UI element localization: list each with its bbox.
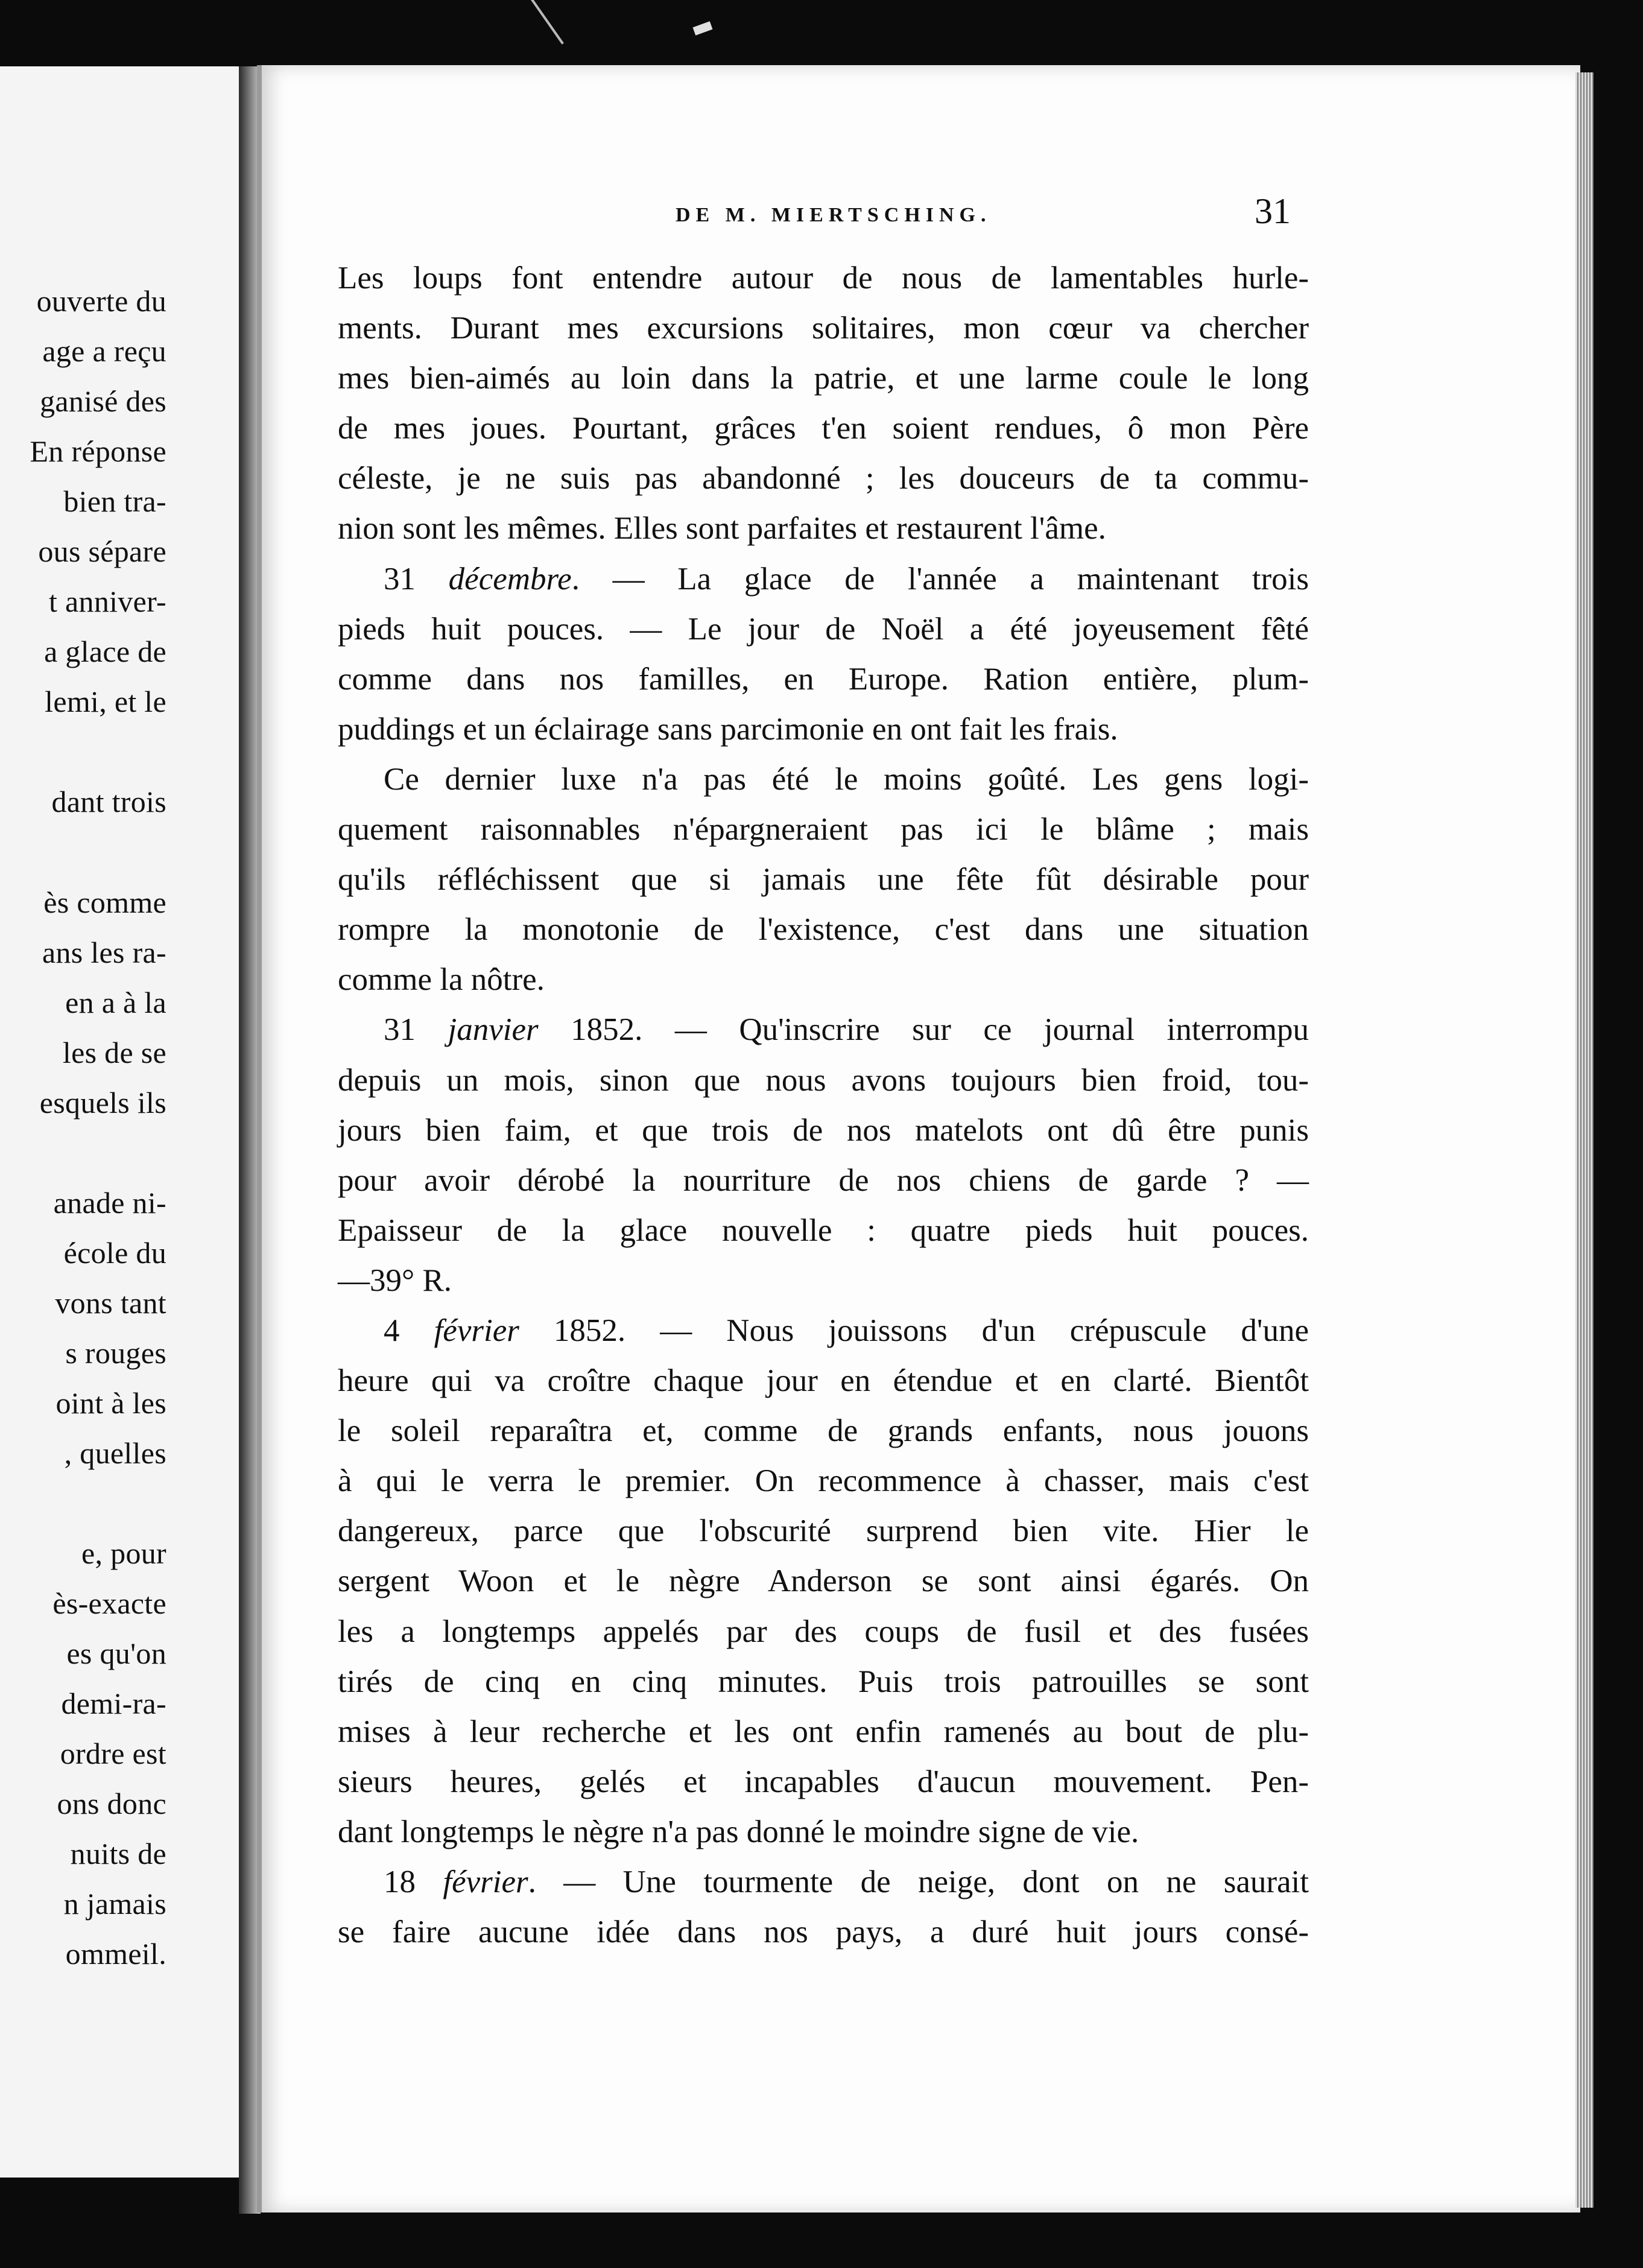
left-page-line: ons donc [57,1787,166,1820]
text-line: puddings et un éclairage sans parcimonie en ont fait les frais. [338,711,1118,747]
entry-day: 31 [384,1012,448,1048]
text-line: les a longtemps appelés par des coups de fusil et des fusées [338,1614,1309,1649]
scan-artifact [531,0,564,45]
text-line: ments. Durant mes excursions solitaires, mon cœur va chercher [338,311,1309,346]
left-page-line: e, pour [81,1536,166,1570]
entry-date: février [434,1313,519,1348]
entry-text: . — La glace de l'année a maintenant trois [571,561,1309,597]
text-line: se faire aucune idée dans nos pays, a duré huit jours consé- [338,1915,1309,1950]
text-line: comme dans nos familles, en Europe. Ration entière, plum- [338,661,1309,697]
left-page-line: t anniver- [49,584,166,618]
left-page-line: age a reçu [42,334,166,368]
text-line: rompre la monotonie de l'existence, c'est dans une situation [338,912,1309,948]
body-text [338,253,1309,1957]
text-line [338,1857,1309,1907]
entry-text: 1852. — Nous jouissons d'un crépuscule d'une [519,1313,1309,1348]
left-page-line: , quelles [64,1436,166,1470]
left-page-line: s rouges [65,1336,166,1370]
left-page-line: les de se [62,1036,166,1069]
left-page-line: dant trois [51,785,166,819]
scan-artifact [693,21,713,35]
left-page-line: ouverte du [36,284,166,318]
left-page-line: ous sépare [38,534,166,568]
left-page-line: ès-exacte [52,1586,166,1620]
text-line: sergent Woon et le nègre Anderson se sont ainsi égarés. On [338,1563,1309,1599]
text-line: mes bien-aimés au loin dans la patrie, et une larme coule le long [338,361,1309,396]
text-line: —39° R. [338,1262,452,1298]
entry-date: décembre [448,561,572,597]
left-page-line: n jamais [63,1887,166,1921]
text-line: de mes joues. Pourtant, grâces t'en soient rendues, ô mon Père [338,411,1309,446]
text-line [338,1005,1309,1055]
text-line: tirés de cinq en cinq minutes. Puis trois patrouilles se sont [338,1664,1309,1699]
left-page-line: anade ni- [53,1186,166,1220]
left-page-line: oint à les [55,1386,166,1420]
left-page-line: bien tra- [63,484,166,518]
page-edge [1575,72,1594,2208]
page-number: 31 [1255,191,1291,231]
left-page-line: ans les ra- [42,936,166,969]
left-page-line: école du [63,1236,166,1270]
text-line: mises à leur recherche et les ont enfin ramenés au bout de plu- [338,1714,1309,1749]
left-page-line: en a à la [65,986,166,1019]
text-line: céleste, je ne suis pas abandonné ; les douceurs de ta commu- [338,461,1309,496]
running-head: DE M. MIERTSCHING. [676,204,992,226]
left-page-line: ganisé des [40,384,166,418]
text-line: heure qui va croître chaque jour en étendue et en clarté. Bientôt [338,1363,1309,1399]
left-page-line: ès comme [43,885,166,919]
left-page-line: ordre est [60,1737,166,1770]
left-page-line: esquels ils [39,1086,166,1120]
left-page-line: es qu'on [66,1636,166,1670]
text-line: pour avoir dérobé la nourriture de nos chiens de garde ? — [338,1162,1309,1198]
left-page-line: ommeil. [65,1937,166,1971]
text-line: le soleil reparaîtra et, comme de grands enfants, nous jouons [338,1413,1309,1449]
text-line: à qui le verra le premier. On recommence à chasser, mais c'est [338,1463,1309,1499]
text-line: qu'ils réfléchissent que si jamais une fête fût désirable pour [338,862,1309,898]
left-page-line: a glace de [44,635,166,668]
left-page-line: demi-ra- [61,1687,166,1720]
text-line: nion sont les mêmes. Elles sont parfaites et restaurent l'âme. [338,511,1106,546]
left-facing-page [0,66,242,2178]
entry-date: février [443,1864,528,1899]
left-page-line: lemi, et le [45,685,166,718]
entry-text: 1852. — Qu'inscrire sur ce journal interrompu [538,1012,1309,1048]
text-line: dangereux, parce que l'obscurité surprend bien vite. Hier le [338,1513,1309,1549]
text-line: dant longtemps le nègre n'a pas donné le moindre signe de vie. [338,1814,1139,1849]
text-line: sieurs heures, gelés et incapables d'aucun mouvement. Pen- [338,1764,1309,1799]
text-line: Epaisseur de la glace nouvelle : quatre pieds huit pouces. [338,1212,1309,1248]
text-line: pieds huit pouces. — Le jour de Noël a été joyeusement fêté [338,611,1309,647]
entry-day: 31 [384,561,449,597]
entry-day: 18 [384,1864,443,1899]
text-line: jours bien faim, et que trois de nos matelots ont dû être punis [338,1112,1309,1148]
entry-day: 4 [384,1313,434,1348]
text-line [338,1306,1309,1356]
text-line: comme la nôtre. [338,962,545,998]
text-line: depuis un mois, sinon que nous avons toujours bien froid, tou- [338,1062,1309,1098]
left-page-line: nuits de [70,1837,166,1870]
text-line: quement raisonnables n'épargneraient pas ici le blâme ; mais [338,812,1309,847]
text-line [338,554,1309,604]
left-page-line: En réponse [30,434,166,468]
text-line: Les loups font entendre autour de nous de lamentables hurle- [338,261,1309,296]
left-page-line: vons tant [55,1286,166,1320]
text-line: Ce dernier luxe n'a pas été le moins goûté. Les gens logi- [384,761,1309,797]
entry-date: janvier [448,1012,539,1048]
entry-text: . — Une tourmente de neige, dont on ne saurait [528,1864,1309,1899]
